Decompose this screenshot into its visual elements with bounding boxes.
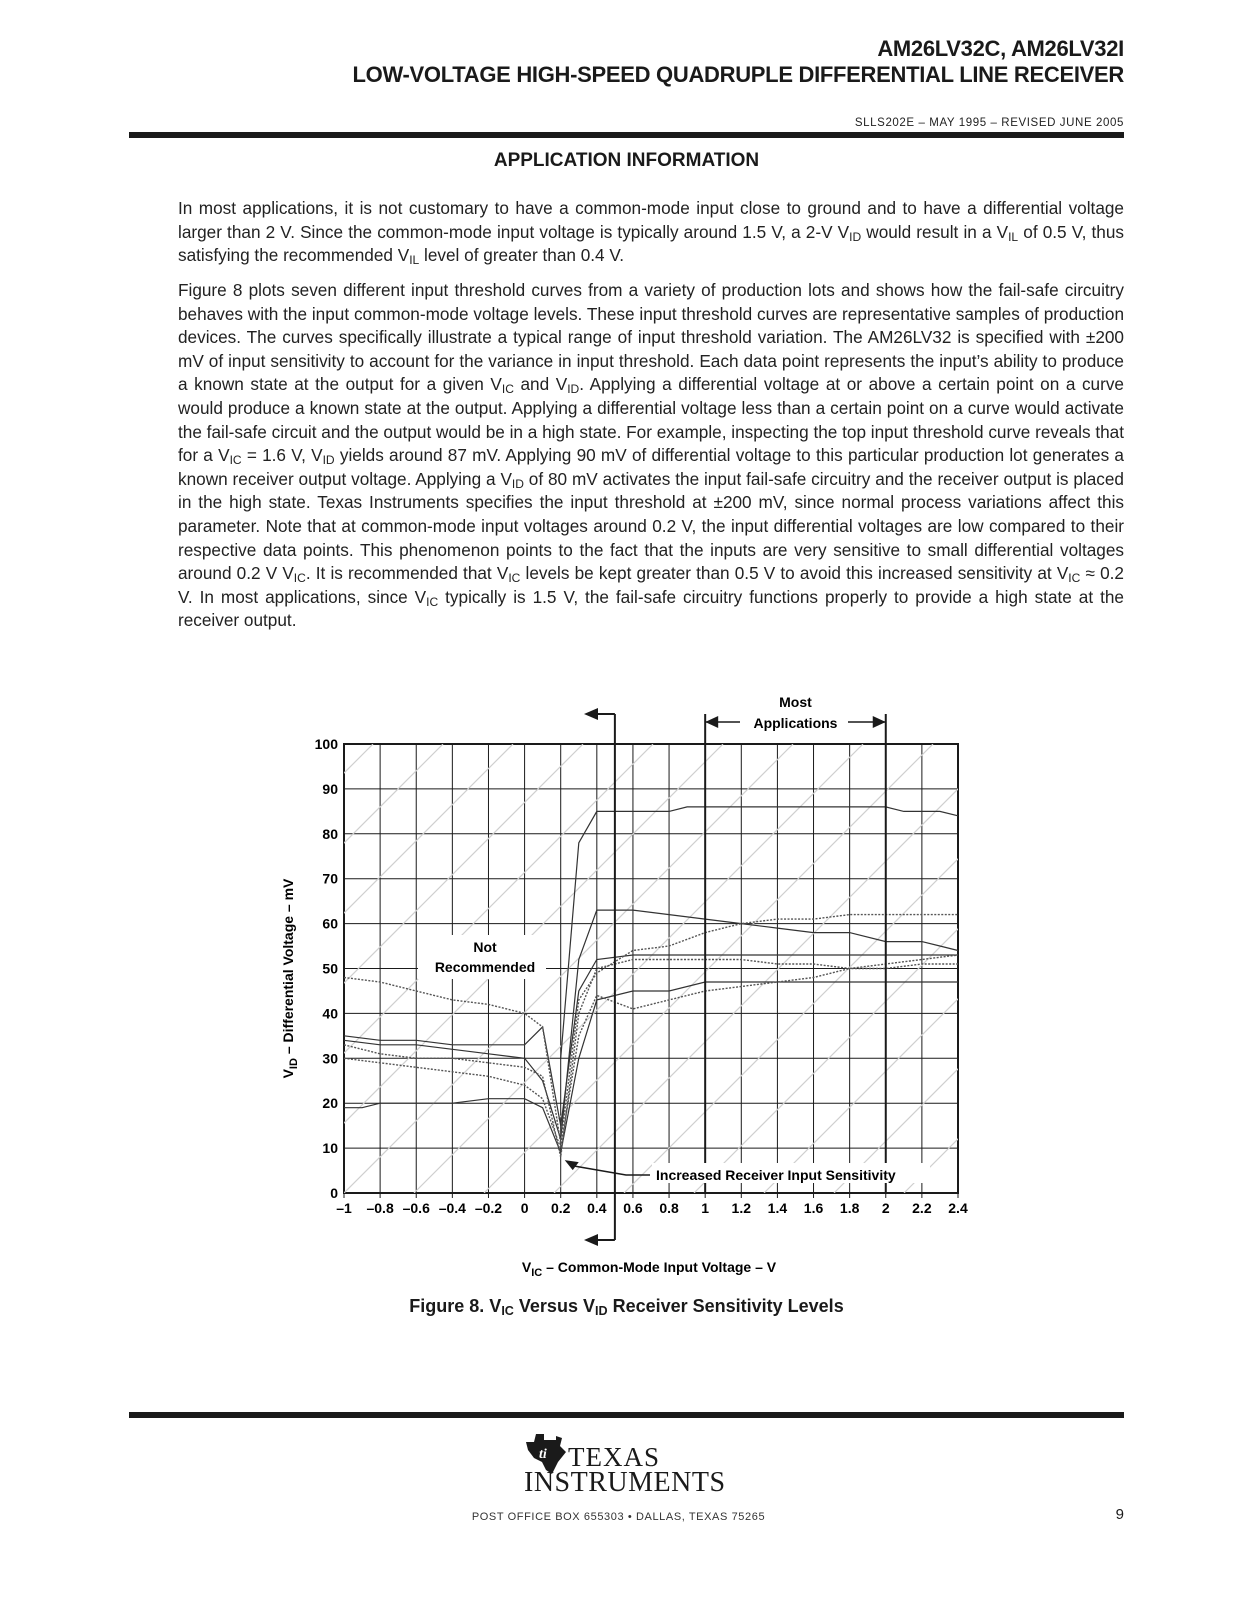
chart-series (344, 807, 958, 1157)
annotation-applications: Applications (753, 715, 838, 731)
x-axis-label (522, 1259, 777, 1279)
x-tick-label: 2 (881, 1200, 890, 1216)
y-tick-label: 10 (322, 1140, 338, 1157)
section-title: APPLICATION INFORMATION (493, 150, 760, 171)
document-title: LOW-VOLTAGE HIGH-SPEED QUADRUPLE DIFFERENTIAL LINE RECEIVER (352, 62, 1124, 87)
y-axis-label-sub: ID (288, 1058, 300, 1070)
figure-caption (129, 1296, 1124, 1317)
y-axis-label (280, 878, 300, 1078)
diagonal-guide-line (1114, 744, 1237, 1193)
x-tick-label: –0.2 (474, 1200, 503, 1216)
x-tick-label: 1 (701, 1200, 710, 1216)
text-run: level of greater than 0.4 V. (419, 245, 625, 266)
y-tick-label: 60 (322, 915, 338, 932)
x-tick-label: 1.4 (767, 1200, 788, 1216)
text-run: = 1.6 V, V (241, 445, 323, 466)
sensitivity-leader-line (575, 1166, 650, 1175)
logo-word-texas: TEXAS (568, 1442, 660, 1472)
x-tick-label: 0.6 (623, 1200, 643, 1216)
text-run: yields around 87 mV. Applying 90 mV of differential voltage to this particular production lot generates a known receiver output voltage. Applying a V (178, 445, 1124, 489)
text-run: and V (513, 374, 568, 395)
diagonal-guide-line (0, 744, 373, 1193)
text-run: . It is recommended that V (305, 563, 509, 584)
x-tick-label: 2.2 (912, 1200, 932, 1216)
arrow-head-icon (565, 1160, 579, 1170)
annotation-increased-sensitivity: Increased Receiver Input Sensitivity (656, 1167, 896, 1183)
y-tick-label: 20 (322, 1095, 338, 1112)
x-tick-label: –0.8 (366, 1200, 394, 1216)
caption-sub-ic: IC (501, 1304, 514, 1318)
x-axis-label-main: V (521, 1259, 532, 1275)
threshold-curve-1 (561, 807, 958, 1058)
text-run: . Applying a differential voltage at or above a certain point on a curve would produce a known state at the output. Applying a differential voltage less than a certain point on a curve would activate the fail-safe circuit and the output would be in a high state. For example, inspecting the top input threshold curve reveals that for a V (178, 374, 1124, 466)
caption-prefix: Figure 8. V (409, 1296, 502, 1316)
x-tick-label: –0.4 (438, 1200, 466, 1216)
x-tick-label: –0.6 (402, 1200, 430, 1216)
x-tick-label: 0.4 (587, 1200, 607, 1216)
y-tick-label: 0 (330, 1185, 338, 1201)
chart-annotations (418, 694, 930, 1246)
logo-word-instruments: INSTRUMENTS (524, 1467, 726, 1498)
y-tick-label: 80 (322, 825, 338, 842)
chart-tick-labels (315, 736, 968, 1216)
y-tick-label: 100 (314, 736, 338, 752)
subscript: IC (501, 382, 514, 397)
subscript: IC (426, 594, 439, 609)
y-tick-label: 40 (322, 1005, 338, 1022)
subscript: ID (849, 229, 862, 244)
subscript: IC (229, 453, 242, 468)
y-tick-label: 90 (322, 780, 338, 797)
subscript: IC (1068, 571, 1081, 586)
document-revision-info: SLLS202E – MAY 1995 – REVISED JUNE 2005 (854, 117, 1124, 129)
right-arrow-icon (873, 716, 886, 728)
annotation-most: Most (779, 694, 812, 710)
text-run: Figure 8 plots seven different input threshold curves from a variety of production lots and shows how the fail-safe circuitry behaves with the input common-mode voltage levels. These input threshold curves are representative samples of production devices. The curves specifically illustrate a typical range of input threshold variation. The AM26LV32 is specified with ±200 mV of input sensitivity to account for the variance in input threshold. Each data point represents the input’s ability to produce a known state at the output for a given V (178, 280, 1124, 395)
subscript: ID (322, 453, 335, 468)
y-tick-label: 30 (322, 1050, 338, 1067)
x-tick-label: 0.2 (550, 1200, 571, 1216)
left-arrow-icon (705, 716, 718, 728)
diagonal-guide-line (1044, 744, 1237, 1193)
diagonal-guide-line (974, 744, 1237, 1193)
subscript: IL (1008, 229, 1019, 244)
x-tick-label: –1 (336, 1200, 352, 1216)
subscript: IC (508, 571, 521, 586)
left-arrow-icon (584, 1234, 598, 1246)
y-axis-label-rest: – Differential Voltage – mV (280, 878, 296, 1059)
text-run: of 0.5 V, thus satisfying the recommended V (178, 221, 1124, 266)
subscript: IC (293, 571, 306, 586)
x-axis-label-rest: – Common-Mode Input Voltage – V (542, 1259, 777, 1275)
text-run: In most applications, it is not customary to have a common-mode input close to ground and to have a differential voltage larger than 2 V. Since the common-mode input voltage is typically around 1.5 V, a 2-V V (178, 198, 1124, 242)
annotation-not: Not (473, 939, 497, 955)
x-tick-label: 1.8 (839, 1200, 860, 1216)
text-run: of 80 mV activates the input fail-safe circuitry and the receiver output is placed in the high state. Texas Instruments specifies the input threshold at ±200 mV, since normal process variations affect this parameter. Note that at common-mode input voltages around 0.2 V, the input differential voltages are low compared to their respective data points. This phenomenon points to the fact that the inputs are very sensitive to small differential voltages around 0.2 V V (178, 468, 1124, 584)
x-tick-label: 1.2 (731, 1200, 752, 1216)
left-arrow-icon (584, 708, 598, 720)
footer-address: POST OFFICE BOX 655303 • DALLAS, TEXAS 75265 (471, 1511, 766, 1523)
text-run: levels be kept greater than 0.5 V to avoid this increased sensitivity at V (520, 563, 1069, 584)
part-numbers: AM26LV32C, AM26LV32I (877, 36, 1124, 61)
texas-instruments-logo (520, 1432, 740, 1502)
subscript: ID (567, 382, 580, 397)
text-run: would result in a V (861, 221, 1009, 242)
threshold-curve-6 (344, 955, 958, 1148)
subscript: ID (511, 476, 524, 491)
subscript: IL (409, 253, 420, 268)
y-axis-label-main: V (280, 1069, 296, 1079)
caption-sub-id: ID (594, 1304, 608, 1318)
x-tick-label: 1.6 (803, 1200, 824, 1216)
caption-suffix: Receiver Sensitivity Levels (607, 1296, 844, 1316)
y-tick-label: 50 (322, 960, 338, 977)
x-tick-label: 0 (520, 1200, 529, 1216)
x-tick-label: 0.8 (659, 1200, 679, 1216)
threshold-curve-4 (344, 982, 958, 1153)
svg-text:ti: ti (539, 1447, 547, 1462)
caption-middle: Versus V (513, 1296, 595, 1316)
y-tick-label: 70 (322, 870, 338, 887)
text-run: ≈ 0.2 V. In most applications, since V (178, 563, 1124, 607)
x-tick-label: 2.4 (948, 1200, 968, 1216)
x-axis-label-sub: IC (531, 1267, 543, 1279)
annotation-recommended: Recommended (434, 959, 536, 975)
footer-divider (129, 1412, 1124, 1418)
text-run: typically is 1.5 V, the fail-safe circuitry functions properly to provide a high state at the receiver output. (178, 586, 1124, 631)
page-number: 9 (1115, 1506, 1124, 1523)
